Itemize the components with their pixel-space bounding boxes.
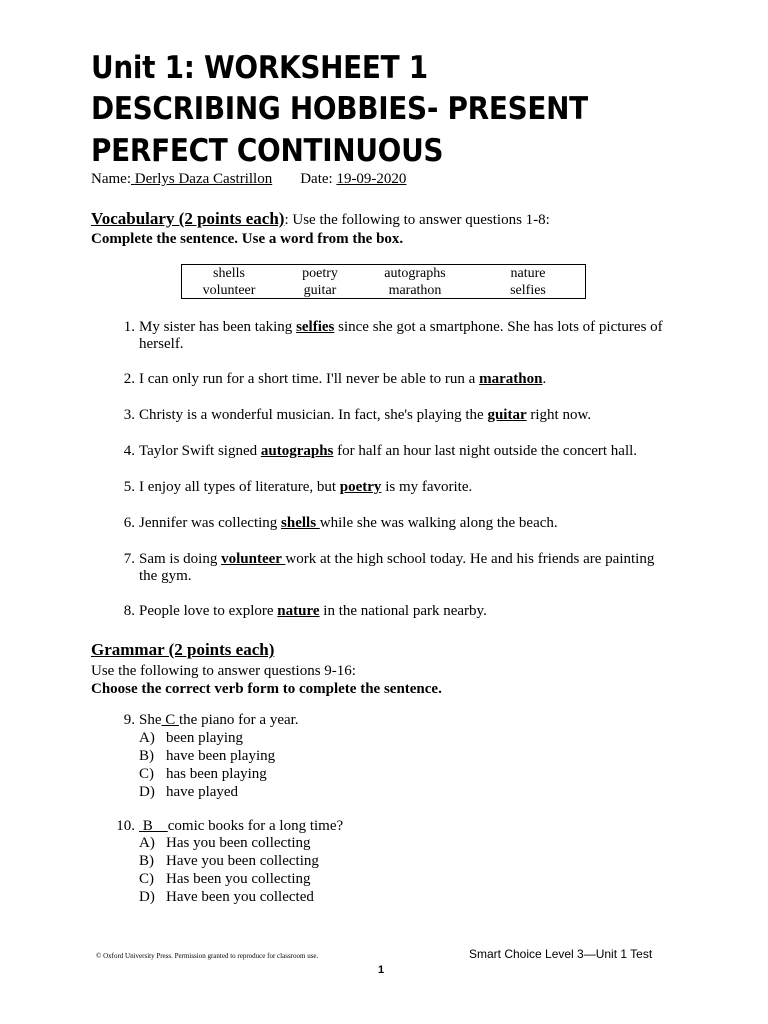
question-text: B comic books for a long time? bbox=[139, 818, 344, 834]
answer: guitar bbox=[487, 407, 527, 423]
question-number: 3. bbox=[123, 407, 135, 423]
word-box-cell: poetry bbox=[302, 266, 338, 281]
word-box-cell: volunteer bbox=[202, 283, 256, 298]
answer: B bbox=[139, 818, 168, 834]
word-box bbox=[181, 264, 586, 299]
question-number: 9. bbox=[123, 712, 135, 728]
option: A) been playing bbox=[139, 730, 244, 746]
option: D) Have been you collected bbox=[139, 889, 314, 905]
student-name: Derlys Daza Castrillon bbox=[130, 171, 273, 187]
vocabulary-heading bbox=[91, 210, 550, 229]
word-box-cell: marathon bbox=[388, 283, 442, 298]
page-title-line-1: Unit 1: WORKSHEET 1 bbox=[91, 50, 428, 86]
question-number: 10. bbox=[116, 818, 135, 834]
option: B) Have you been collecting bbox=[139, 853, 319, 869]
answer: shells bbox=[281, 515, 320, 531]
vocabulary-title: Vocabulary (2 points each) bbox=[91, 209, 285, 228]
date-value: 19-09-2020 bbox=[336, 171, 407, 187]
vocabulary-instruction: Complete the sentence. Use a word from the box. bbox=[91, 231, 404, 247]
word-box-cell: guitar bbox=[303, 283, 337, 298]
series-label: Smart Choice Level 3—Unit 1 Test bbox=[469, 947, 653, 961]
page-title-line-3: PERFECT CONTINUOUS bbox=[91, 133, 444, 169]
word-box-cell: selfies bbox=[510, 283, 546, 298]
option: D) have played bbox=[139, 784, 239, 800]
question-number: 8. bbox=[123, 603, 135, 619]
word-box-cell: autographs bbox=[384, 266, 446, 281]
question-number: 1. bbox=[123, 319, 135, 335]
answer: autographs bbox=[260, 443, 334, 459]
date-label: Date: bbox=[300, 171, 333, 187]
question-text: People love to explore nature in the national park nearby. bbox=[139, 603, 487, 619]
question-text: Sam is doing volunteer work at the high school today. He and his friends are painting the gym. bbox=[139, 551, 655, 584]
question-text: Christy is a wonderful musician. In fact, she's playing the guitar right now. bbox=[139, 407, 592, 423]
question-number: 7. bbox=[123, 551, 135, 567]
student-meta bbox=[91, 170, 406, 188]
copyright-notice: © Oxford University Press. Permission granted to reproduce for classroom use. bbox=[96, 952, 319, 960]
question-text: I enjoy all types of literature, but poetry is my favorite. bbox=[139, 479, 473, 495]
question-text: Jennifer was collecting shells while she was walking along the beach. bbox=[139, 515, 558, 531]
question-text: She C the piano for a year. bbox=[139, 712, 299, 728]
option: C) Has been you collecting bbox=[139, 871, 311, 887]
answer: volunteer bbox=[221, 551, 286, 567]
answer: marathon bbox=[479, 371, 543, 387]
question-number: 4. bbox=[123, 443, 135, 459]
question-number: 6. bbox=[123, 515, 135, 531]
question-number: 5. bbox=[123, 479, 135, 495]
option: A) Has you been collecting bbox=[139, 835, 311, 851]
word-box-cell: nature bbox=[510, 266, 546, 281]
grammar-heading bbox=[91, 641, 274, 660]
grammar-title: Grammar (2 points each) bbox=[91, 640, 275, 659]
question-text: My sister has been taking selfies since she got a smartphone. She has lots of pictures of herself. bbox=[139, 319, 663, 352]
question-text: Taylor Swift signed autographs for half an hour last night outside the concert hall. bbox=[139, 443, 638, 459]
question-number: 2. bbox=[123, 371, 135, 387]
answer: C bbox=[161, 712, 180, 728]
question-text: I can only run for a short time. I'll never be able to run a marathon. bbox=[139, 371, 547, 387]
word-box-cell: shells bbox=[213, 266, 245, 281]
answer: poetry bbox=[339, 479, 382, 495]
grammar-instruction: Choose the correct verb form to complete the sentence. bbox=[91, 681, 442, 697]
answer: selfies bbox=[296, 319, 335, 335]
option: B) have been playing bbox=[139, 748, 276, 764]
vocabulary-subtitle: : Use the following to answer questions 1-8: bbox=[284, 212, 550, 228]
name-label: Name: bbox=[91, 171, 131, 187]
answer: nature bbox=[277, 603, 320, 619]
page-title-line-2: DESCRIBING HOBBIES- PRESENT bbox=[91, 91, 588, 127]
option: C) has been playing bbox=[139, 766, 267, 782]
page-number: 1 bbox=[378, 964, 385, 976]
grammar-use-line: Use the following to answer questions 9-16: bbox=[91, 663, 356, 679]
